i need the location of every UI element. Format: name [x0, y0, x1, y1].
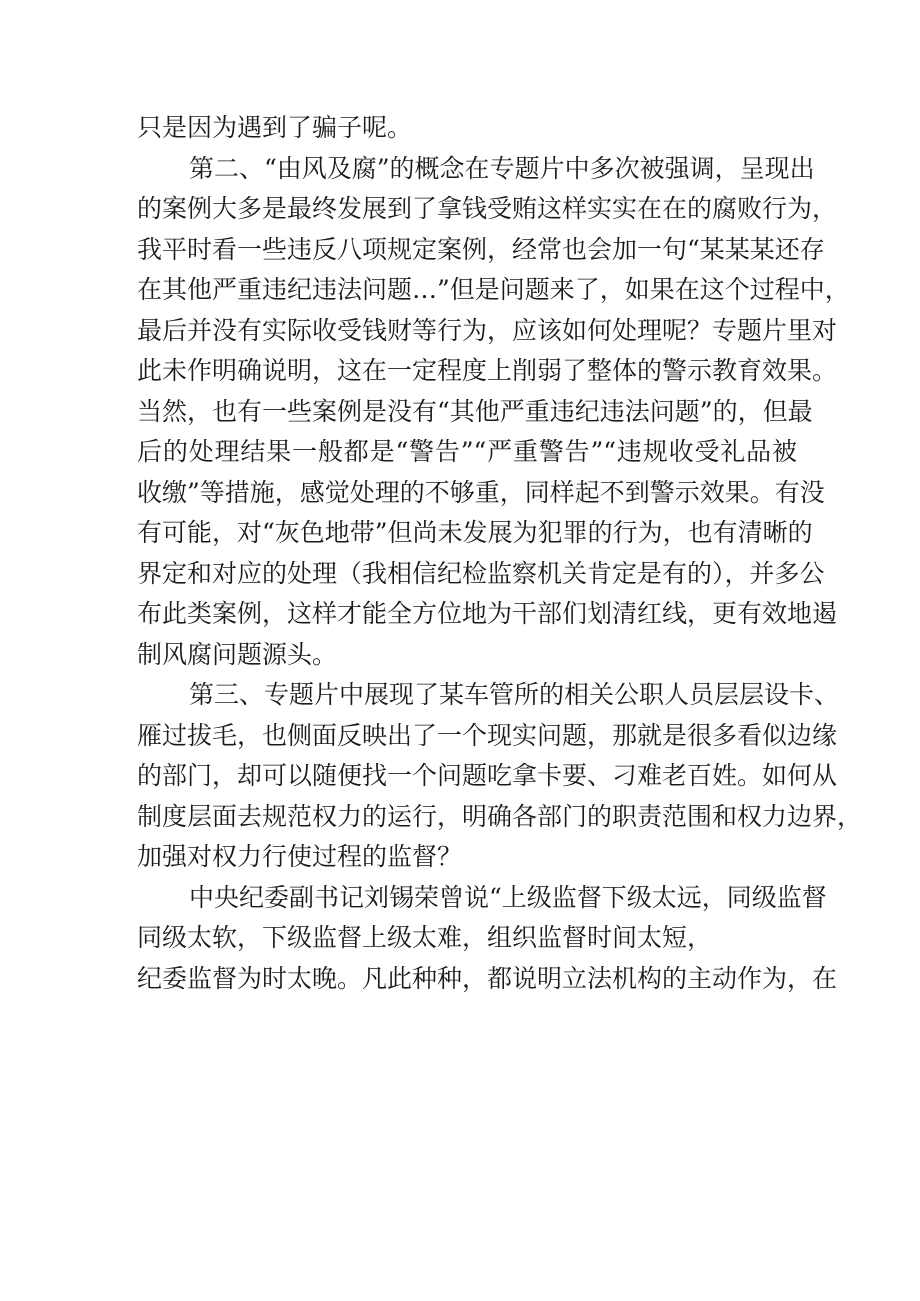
paragraph-start-line: 第三、专题片中展现了某车管所的相关公职人员层层设卡、 [189, 680, 840, 709]
text-line: 布此类案例，这样才能全方位地为干部们划清红线，更有效地遏 [137, 599, 838, 628]
text-line: 我平时看一些违反八项规定案例，经常也会加一句“某某某还存 [137, 234, 825, 264]
text-line: 后的处理结果一般都是“警告”“严重警告”“违规收受礼品被 [137, 437, 797, 466]
text-line: 界定和对应的处理（我相信纪检监察机关肯定是有的），并多公 [137, 558, 825, 588]
text-line: 有可能，对“灰色地带”但尚未发展为犯罪的行为，也有清晰的 [137, 518, 813, 547]
document-body [137, 108, 863, 999]
text-line: 制度层面去规范权力的运行，明确各部门的职责范围和权力边界， [137, 801, 863, 831]
text-line: 的案例大多是最终发展到了拿钱受贿这样实实在在的腐败行为， [137, 194, 838, 223]
text-line: 最后并没有实际收受钱财等行为，应该如何处理呢？专题片里对 [137, 315, 838, 345]
text-line: 雁过拔毛，也侧面反映出了一个现实问题，那就是很多看似边缘 [137, 720, 838, 750]
text-line: 的部门，却可以随便找一个问题吃拿卡要、刁难老百姓。如何从 [137, 761, 838, 790]
text-line: 在其他严重违纪违法问题…”但是问题来了，如果在这个过程中， [137, 275, 850, 304]
text-line: 制风腐问题源头。 [137, 639, 338, 669]
text-line: 纪委监督为时太晚。凡此种种，都说明立法机构的主动作为，在 [137, 963, 838, 993]
paragraph-start-line: 第二、“由风及腐”的概念在专题片中多次被强调，呈现出 [189, 153, 815, 183]
text-line: 只是因为遇到了骗子呢。 [137, 113, 413, 142]
text-line: 同级太软，下级监督上级太难，组织监督时间太短， [137, 923, 713, 952]
text-line: 当然，也有一些案例是没有“其他严重违纪违法问题”的，但最 [137, 396, 813, 426]
text-line: 加强对权力行使过程的监督？ [137, 842, 463, 871]
text-line: 此未作明确说明，这在一定程度上削弱了整体的警示教育效果。 [137, 356, 838, 385]
text-line: 收缴”等措施，感觉处理的不够重，同样起不到警示效果。有没 [137, 477, 825, 507]
paragraph-start-line: 中央纪委副书记刘锡荣曾说“上级监督下级太远，同级监督 [189, 882, 827, 912]
